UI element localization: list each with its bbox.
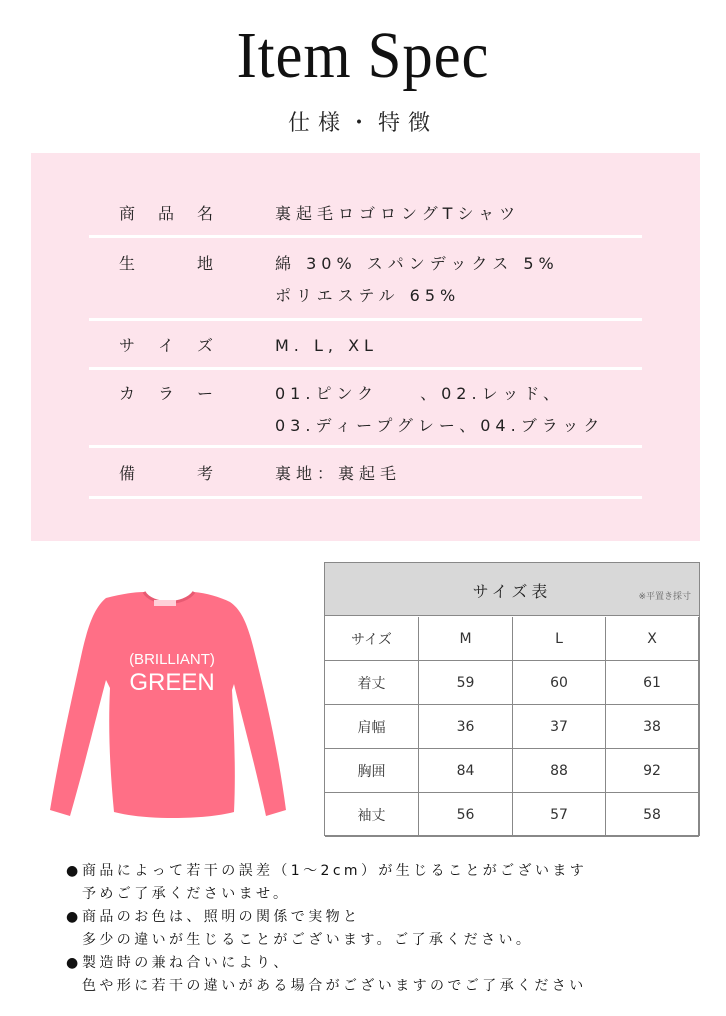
spec-divider <box>89 496 642 499</box>
spec-value-fabric-2: ポリエステル 65% <box>275 286 461 305</box>
spec-value-product: 裏起毛ロゴロングTシャツ <box>275 204 521 223</box>
spec-value-fabric-1: 綿 30% スパンデックス 5% <box>275 254 559 273</box>
spec-divider <box>89 367 642 370</box>
size-table-cell: 56 <box>419 793 513 837</box>
size-table-cell: 38 <box>606 705 699 749</box>
page-title: Item Spec <box>236 19 490 92</box>
size-table-cell: 92 <box>606 749 699 793</box>
spec-label-fabric: 生 地 <box>119 254 213 273</box>
size-table-header <box>325 563 699 616</box>
size-table-row-label: 肩幅 <box>325 705 419 749</box>
size-table-cell: 58 <box>606 793 699 837</box>
size-table-header-cell: サイズ <box>325 617 419 661</box>
long-sleeve-shirt-icon <box>44 580 294 830</box>
notes-section <box>66 860 587 998</box>
size-table-cell: 60 <box>513 661 606 705</box>
size-table-column-header: M <box>419 617 513 661</box>
size-table-note: ※平置き採寸 <box>638 592 691 602</box>
spec-divider <box>89 445 642 448</box>
spec-panel <box>31 153 700 541</box>
size-table-cell: 61 <box>606 661 699 705</box>
size-table-title: サイズ表 <box>472 582 552 601</box>
size-table-row-label: 胸囲 <box>325 749 419 793</box>
note-item: ●商品によって若干の誤差（1～2cm）が生じることがございます <box>66 863 588 879</box>
size-table-cell: 36 <box>419 705 513 749</box>
shirt-print-line-1: (BRILLIANT) <box>129 651 215 668</box>
size-table-column-header: X <box>606 617 699 661</box>
page-subtitle: 仕様・特徴 <box>287 111 438 136</box>
spec-divider <box>89 235 642 238</box>
size-table-cell: 57 <box>513 793 606 837</box>
size-table-cell: 84 <box>419 749 513 793</box>
size-table-cell: 88 <box>513 749 606 793</box>
product-image <box>44 580 294 830</box>
spec-value-color-1: 01.ピンク 、02.レッド、 <box>275 384 564 403</box>
note-item: ●商品のお色は、照明の関係で実物と <box>66 909 361 925</box>
shirt-print-line-2: GREEN <box>129 669 215 696</box>
spec-label-color: カ ラ ー <box>119 384 213 403</box>
spec-value-size: M. L, XL <box>275 336 378 355</box>
spec-label-remarks: 備 考 <box>119 464 213 483</box>
spec-value-remarks: 裏地：裏起毛 <box>275 464 402 483</box>
note-item: 色や形に若干の違いがある場合がございますのでご了承ください <box>82 978 587 994</box>
spec-label-product: 商 品 名 <box>119 204 213 223</box>
note-item: 多少の違いが生じることがございます。ご了承ください。 <box>82 932 534 948</box>
spec-divider <box>89 318 642 321</box>
size-table-column-header: L <box>513 617 606 661</box>
spec-value-color-2: 03.ディープグレー、04.ブラック <box>275 416 605 435</box>
size-table-cell: 37 <box>513 705 606 749</box>
size-table <box>324 562 700 836</box>
spec-label-size: サ イ ズ <box>119 336 213 355</box>
note-item: ●製造時の兼ね合いにより、 <box>66 955 291 971</box>
size-table-cell: 59 <box>419 661 513 705</box>
size-table-row-label: 袖丈 <box>325 793 419 837</box>
note-item: 予めご了承くださいませ。 <box>82 886 291 902</box>
size-table-row-label: 着丈 <box>325 661 419 705</box>
